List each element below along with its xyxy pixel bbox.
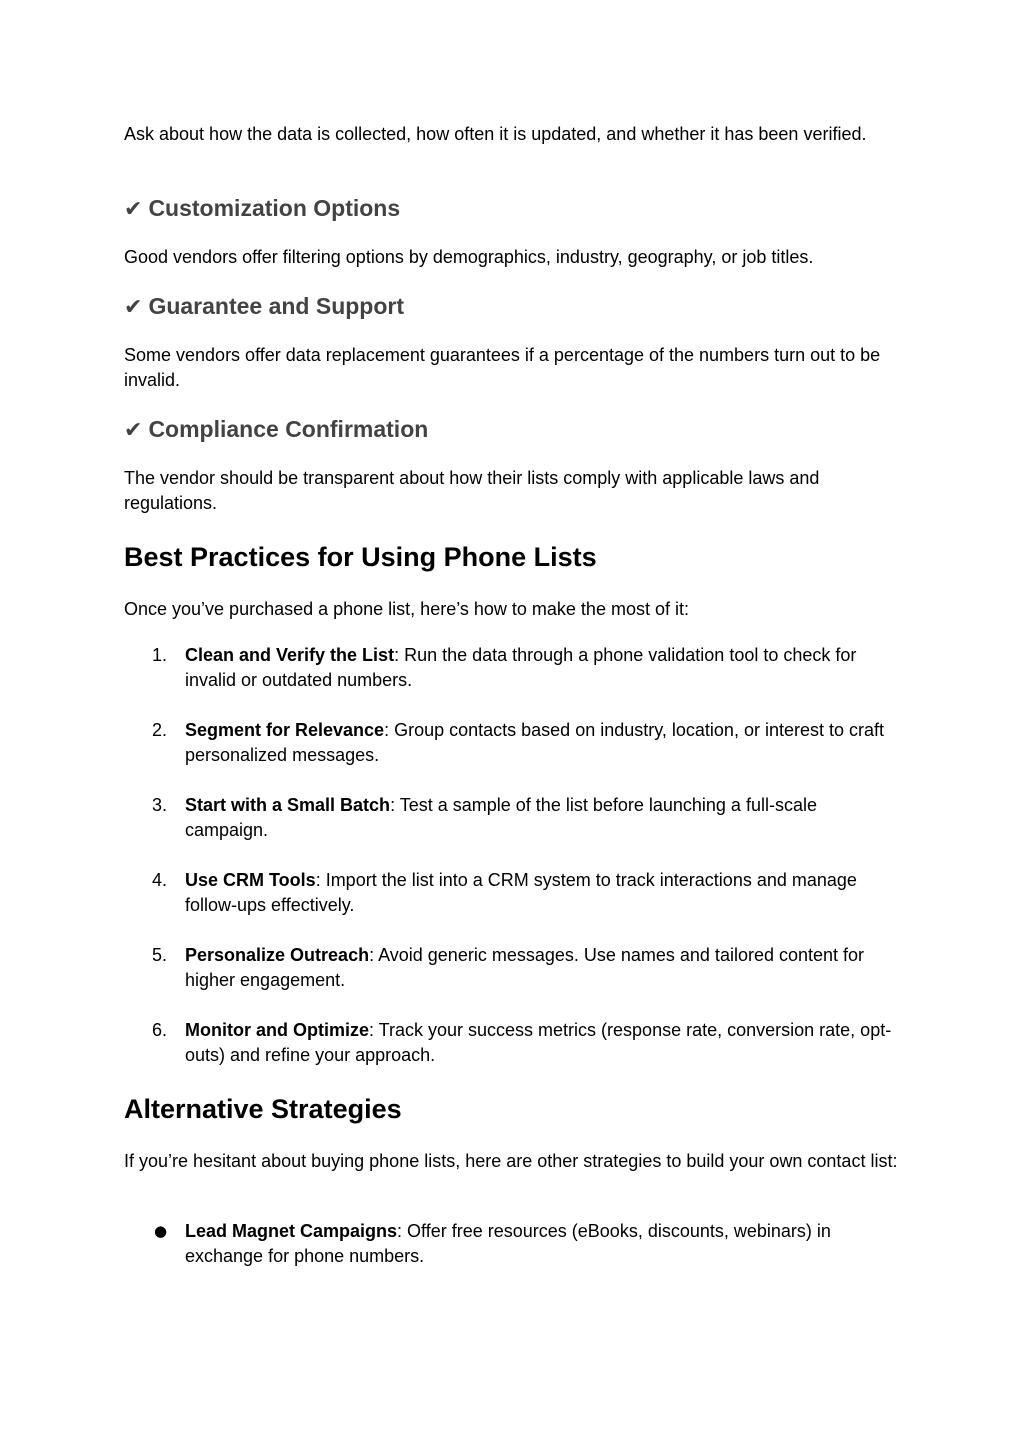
intro-paragraph: Ask about how the data is collected, how often it is updated, and whether it has been verified. [124, 124, 867, 144]
checkmark-icon: ✔ [124, 197, 143, 222]
checkmark-icon: ✔ [124, 295, 143, 320]
compliance-heading [124, 414, 904, 446]
list-item-term: Use CRM Tools [185, 870, 316, 890]
list-item-text: : Track your success metrics (response rate, conversion rate, opt-outs) and refine your approach. [185, 1020, 892, 1065]
alternatives-intro: If you’re hesitant about buying phone lists, here are other strategies to build your own contact list: [124, 1151, 898, 1171]
bullet-icon: ● [154, 1222, 168, 1240]
guarantee-title: Guarantee and Support [148, 293, 405, 319]
checkmark-icon: ✔ [124, 418, 143, 443]
list-number: 5. [152, 945, 168, 965]
guarantee-heading [124, 291, 904, 323]
list-item-text: : Import the list into a CRM system to track interactions and manage follow-ups effectively. [185, 870, 857, 915]
customization-body: Good vendors offer filtering options by demographics, industry, geography, or job titles. [124, 247, 814, 267]
alternatives-heading: Alternative Strategies [124, 1094, 402, 1124]
guarantee-body: Some vendors offer data replacement guarantees if a percentage of the numbers turn out to be invalid. [124, 345, 881, 390]
best-practices-intro: Once you’ve purchased a phone list, here’s how to make the most of it: [124, 599, 689, 619]
list-item-term: Lead Magnet Campaigns [185, 1221, 398, 1241]
compliance-title: Compliance Confirmation [148, 416, 429, 442]
compliance-body: The vendor should be transparent about how their lists comply with applicable laws and regulations. [124, 468, 820, 513]
customization-heading [124, 193, 904, 225]
list-item-term: Segment for Relevance [185, 720, 385, 740]
list-item-text: : Test a sample of the list before launching a full-scale campaign. [185, 795, 817, 840]
customization-title: Customization Options [148, 195, 401, 221]
list-item-term: Start with a Small Batch [185, 795, 391, 815]
list-item-text: : Offer free resources (eBooks, discounts, webinars) in exchange for phone numbers. [185, 1221, 831, 1266]
list-item-text: : Group contacts based on industry, location, or interest to craft personalized messages. [185, 720, 884, 765]
list-number: 6. [152, 1020, 168, 1040]
list-item-text: : Avoid generic messages. Use names and tailored content for higher engagement. [185, 945, 865, 990]
list-item-term: Monitor and Optimize [185, 1020, 369, 1040]
list-item-text: : Run the data through a phone validation tool to check for invalid or outdated numbers. [185, 645, 857, 690]
best-practices-heading: Best Practices for Using Phone Lists [124, 542, 597, 572]
list-number: 3. [152, 795, 168, 815]
list-number: 2. [152, 720, 168, 740]
list-number: 4. [152, 870, 168, 890]
list-number: 1. [152, 645, 168, 665]
list-item-term: Clean and Verify the List [185, 645, 395, 665]
list-item-term: Personalize Outreach [185, 945, 370, 965]
